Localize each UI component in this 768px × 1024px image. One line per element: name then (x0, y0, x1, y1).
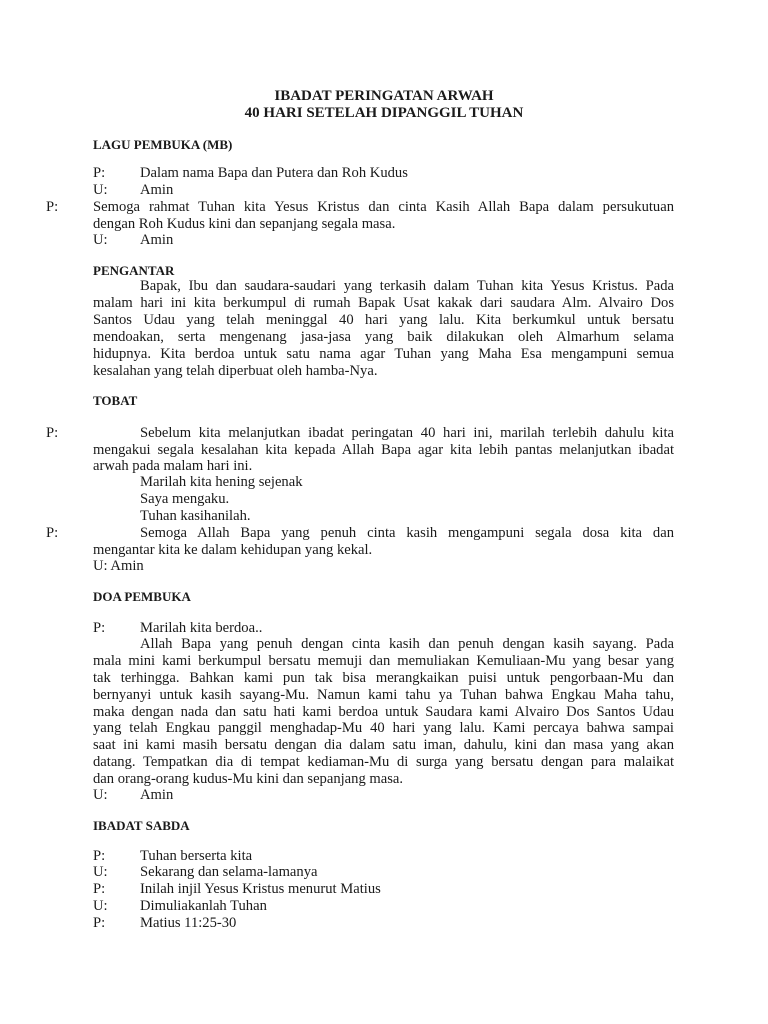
speaker-label: P: (93, 848, 106, 864)
paragraph-line: yang telah Engkau panggil menghadap-Mu 40 hari yang lalu. Kami percaya bahwa sampai (93, 720, 674, 736)
response-text: Inilah injil Yesus Kristus menurut Matius (140, 881, 381, 897)
paragraph-line: Semoga Allah Bapa yang penuh cinta kasih mengampuni segala dosa kita dan (140, 525, 674, 541)
paragraph-line: hidupnya. Kita berdoa untuk satu nama agar Tuhan yang Maha Esa mengampuni semua (93, 346, 674, 362)
response-text: Tuhan berserta kita (140, 848, 253, 864)
paragraph-line: maka dengan nada dan satu hati kami berdoa untuk Saudara kami Alvairo Dos Santos Udau (93, 704, 674, 720)
paragraph-line: Semoga rahmat Tuhan kita Yesus Kristus dan cinta Kasih Allah Bapa dalam persukutuan (93, 199, 674, 215)
speaker-label: P: (46, 199, 59, 215)
response-text: Dalam nama Bapa dan Putera dan Roh Kudus (140, 165, 408, 181)
paragraph-line: mengakui segala kesalahan kita kepada Allah Bapa agar kita lebih pantas melanjutkan ibadat (93, 442, 674, 458)
speaker-label: P: (93, 620, 106, 636)
response-text: Amin (140, 787, 174, 803)
paragraph-line: mengantar kita ke dalam kehidupan yang kekal. (93, 542, 373, 558)
response-text: Sekarang dan selama-lamanya (140, 864, 318, 880)
section-heading-doa-pembuka: DOA PEMBUKA (93, 589, 191, 604)
response-text: Amin (140, 232, 174, 248)
speaker-label: P: (93, 165, 106, 181)
paragraph-line: saat ini kami masih bersatu dengan dia dalam satu iman, dahulu, kini dan masa yang akan (93, 737, 674, 753)
response-text: Dimuliakanlah Tuhan (140, 898, 267, 914)
paragraph-line: mala mini kami berkumpul bersatu memuji dan memuliakan Kemuliaan-Mu yang besar yang (93, 653, 674, 669)
paragraph-line: datang. Tempatkan dia di tempat kediaman-Mu di surga yang bersatu dengan para malaikat (93, 754, 674, 770)
response-text: Marilah kita berdoa.. (140, 620, 263, 636)
paragraph-line: Santos Udau yang telah meninggal 40 hari yang lalu. Kita berkumkul untuk bersatu (93, 312, 674, 328)
section-heading-tobat: TOBAT (93, 393, 138, 408)
speaker-label: P: (93, 881, 106, 897)
response-text: Matius 11:25-30 (140, 915, 237, 931)
speaker-label: U: (93, 787, 108, 803)
response-text: U: Amin (93, 558, 144, 574)
document-subtitle: 40 HARI SETELAH DIPANGGIL TUHAN (244, 105, 524, 121)
paragraph-line: bernyanyi untuk kasih sayang-Mu. Namun kami tahu ya Tuhan bahwa Engkau Maha tahu, (93, 687, 674, 703)
section-heading-lagu-pembuka: LAGU PEMBUKA (MB) (93, 137, 233, 152)
instruction-text: Tuhan kasihanilah. (140, 508, 251, 524)
speaker-label: P: (93, 915, 106, 931)
paragraph-line: kesalahan yang telah diperbuat oleh hamba-Nya. (93, 363, 378, 379)
speaker-label: P: (46, 425, 59, 441)
speaker-label: U: (93, 864, 108, 880)
document-title: IBADAT PERINGATAN ARWAH (274, 88, 494, 104)
speaker-label: U: (93, 182, 108, 198)
paragraph-line: dan orang-orang kudus-Mu kini dan sepanjang masa. (93, 771, 404, 787)
paragraph-line: Bapak, Ibu dan saudara-saudari yang terkasih dalam Tuhan kita Yesus Kristus. Pada (140, 278, 674, 294)
section-heading-ibadat-sabda: IBADAT SABDA (93, 818, 190, 833)
paragraph-line: mendoakan, serta mengenang jasa-jasa yang baik dilakukan oleh Almarhum selama (93, 329, 674, 345)
paragraph-line: Allah Bapa yang penuh dengan cinta kasih dan penuh dengan kasih sayang. Pada (140, 636, 674, 652)
instruction-text: Saya mengaku. (140, 491, 230, 507)
paragraph-line: malam hari ini kita berkumpul di rumah Bapak Usat kakak dari saudara Alm. Alvairo Dos (93, 295, 674, 311)
speaker-label: U: (93, 898, 108, 914)
paragraph-line: Sebelum kita melanjutkan ibadat peringatan 40 hari ini, marilah terlebih dahulu kita (140, 425, 674, 441)
instruction-text: Marilah kita hening sejenak (140, 474, 303, 490)
paragraph-line: arwah pada malam hari ini. (93, 458, 253, 474)
paragraph-line: dengan Roh Kudus kini dan sepanjang segala masa. (93, 216, 396, 232)
paragraph-line: tak terhingga. Bahkan kami pun tak bisa merangkaikan puisi untuk pengorbaan-Mu dan (93, 670, 674, 686)
response-text: Amin (140, 182, 174, 198)
section-heading-pengantar: PENGANTAR (93, 263, 175, 278)
speaker-label: U: (93, 232, 108, 248)
speaker-label: P: (46, 525, 59, 541)
